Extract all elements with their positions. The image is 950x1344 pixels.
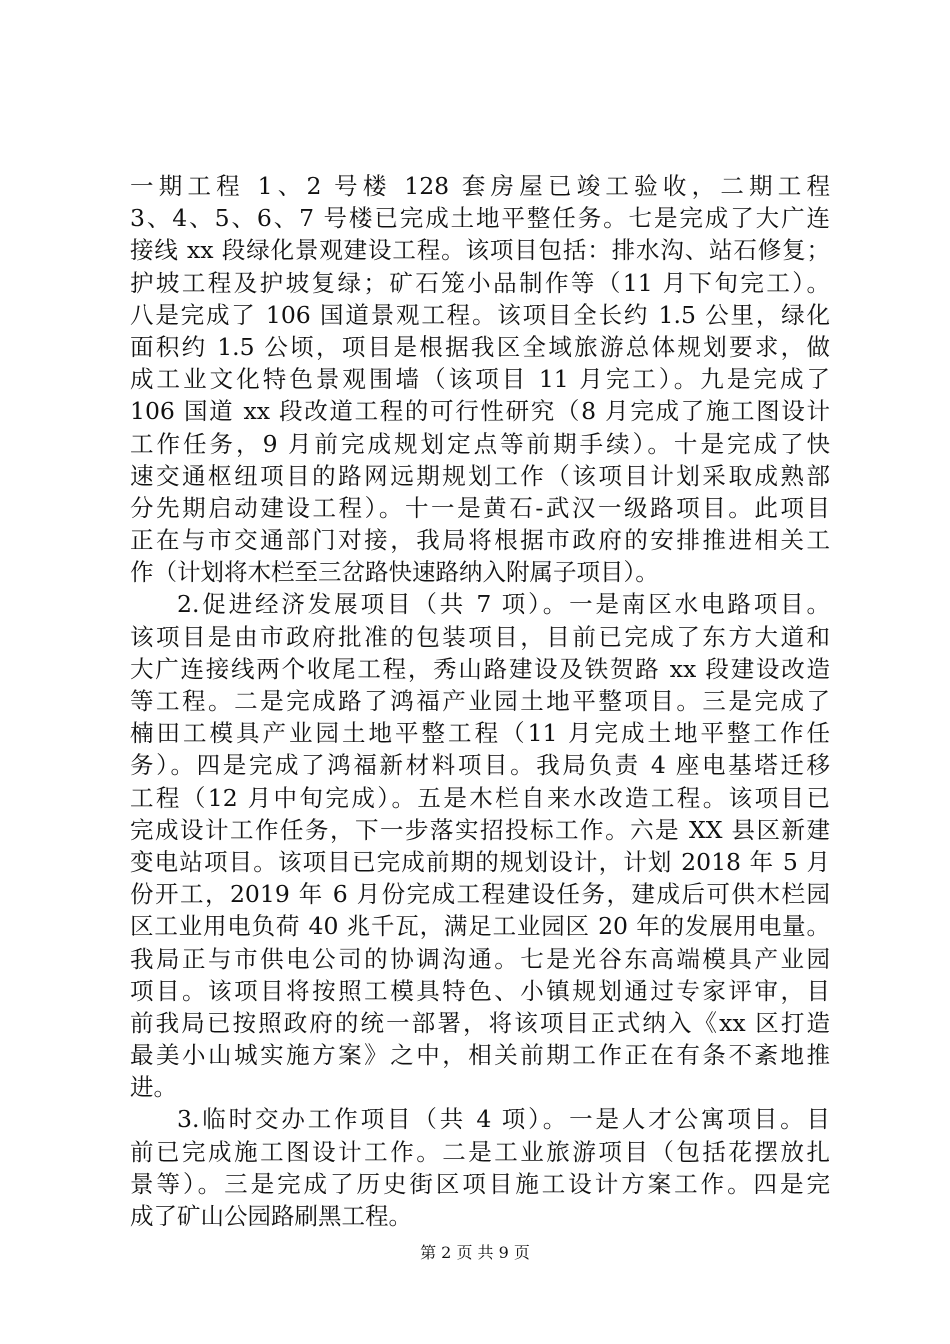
text-line: 3.临时交办工作项目（共 4 项）。一是人才公寓项目。目 (177, 1105, 830, 1134)
text-line: 接线 xx 段绿化景观建设工程。该项目包括：排水沟、站石修复； (130, 236, 830, 265)
text-line: 分先期启动建设工程）。十一是黄石-武汉一级路项目。此项目 (130, 493, 830, 522)
text-line: 最美小山城实施方案》之中，相关前期工作正在有条不紊地推 (130, 1041, 830, 1070)
text-line: 份开工，2019 年 6 月份完成工程建设任务，建成后可供木栏园 (130, 880, 830, 909)
text-line: 项目。该项目将按照工模具特色、小镇规划通过专家评审，目 (130, 976, 830, 1005)
text-line: 等工程。二是完成路了鸿福产业园土地平整项目。三是完成了 (130, 687, 830, 715)
text-line: 进。 (130, 1073, 177, 1102)
text-line: 正在与市交通部门对接，我局将根据市政府的安排推进相关工 (130, 526, 830, 555)
text-line: 106 国道 xx 段改道工程的可行性研究（8 月完成了施工图设计 (130, 397, 830, 426)
text-line: 速交通枢纽项目的路网远期规划工作（该项目计划采取成熟部 (130, 461, 830, 490)
text-line: 工作任务，9 月前完成规划定点等前期手续）。十是完成了快 (130, 429, 830, 458)
text-line: 工程（12 月中旬完成）。五是木栏自来水改造工程。该项目已 (130, 783, 830, 812)
text-line: 大广连接线两个收尾工程，秀山路建设及铁贺路 xx 段建设改造 (130, 654, 830, 683)
text-line: 八是完成了 106 国道景观工程。该项目全长约 1.5 公里，绿化 (130, 300, 830, 329)
text-line: 前我局已按照政府的统一部署，将该项目正式纳入《xx 区打造 (130, 1008, 830, 1037)
text-line: 一期工程 1、2 号楼 128 套房屋已竣工验收，二期工程 (130, 172, 830, 200)
text-line: 3、4、5、6、7 号楼已完成土地平整任务。七是完成了大广连 (130, 204, 830, 233)
text-line: 作（计划将木栏至三岔路快速路纳入附属子项目）。 (130, 558, 659, 587)
text-line: 护坡工程及护坡复绿；矿石笼小品制作等（11 月下旬完工）。 (130, 268, 830, 297)
document-body (130, 170, 830, 1232)
text-line: 务）。四是完成了鸿福新材料项目。我局负责 4 座电基塔迁移 (130, 751, 830, 780)
text-line: 景等）。三是完成了历史街区项目施工设计方案工作。四是完 (130, 1169, 830, 1198)
text-line: 成了矿山公园路刷黑工程。 (130, 1202, 412, 1230)
page-footer: 第 2 页 共 9 页 (420, 1243, 530, 1262)
text-line: 变电站项目。该项目已完成前期的规划设计，计划 2018 年 5 月 (130, 847, 830, 876)
text-line: 成工业文化特色景观围墙（该项目 11 月完工）。九是完成了 (130, 365, 830, 394)
text-line: 我局正与市供电公司的协调沟通。七是光谷东高端模具产业园 (130, 944, 830, 973)
text-line: 前已完成施工图设计工作。二是工业旅游项目（包括花摆放扎 (130, 1137, 830, 1166)
text-line: 该项目是由市政府批准的包装项目，目前已完成了东方大道和 (130, 622, 830, 651)
text-line: 2.促进经济发展项目（共 7 项）。一是南区水电路项目。 (177, 590, 830, 619)
text-line: 完成设计工作任务，下一步落实招投标工作。六是 XX 县区新建 (130, 815, 830, 844)
text-line: 楠田工模具产业园土地平整工程（11 月完成土地平整工作任 (130, 719, 830, 748)
text-line: 面积约 1.5 公顷，项目是根据我区全域旅游总体规划要求，做 (130, 332, 830, 361)
text-line: 区工业用电负荷 40 兆千瓦，满足工业园区 20 年的发展用电量。 (130, 912, 830, 941)
